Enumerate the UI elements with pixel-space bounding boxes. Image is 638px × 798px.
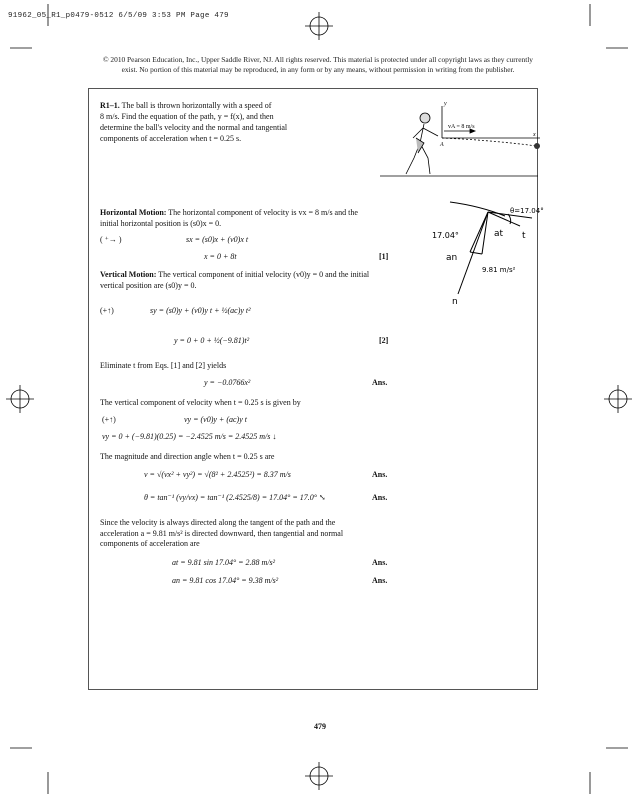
thrower-figure <box>380 98 540 180</box>
magnitude-text: The magnitude and direction angle when t = 0.25 s are <box>100 452 275 461</box>
page-number: 479 <box>314 722 326 731</box>
answer-label-5: Ans. <box>372 576 388 585</box>
since-line-3: components of acceleration are <box>100 539 200 548</box>
sketch-t: t <box>522 231 526 241</box>
sketch-n: n <box>452 297 458 307</box>
problem-text-3: determine the ball's velocity and the normal and tangential <box>100 123 288 132</box>
equation-tag-2: [2] <box>379 336 389 345</box>
velocity-label: vA = 8 m/s <box>448 124 475 130</box>
equation-an: an = 9.81 cos 17.04° = 9.38 m/s² <box>172 576 279 585</box>
since-paragraph <box>100 518 390 550</box>
answer-label-2: Ans. <box>372 470 388 479</box>
problem-text-4: components of acceleration when t = 0.25 s. <box>100 134 242 143</box>
horizontal-motion-text: The horizontal component of velocity is vx = 8 m/s and the <box>168 208 358 217</box>
answer-label-1: Ans. <box>372 378 388 387</box>
problem-text-2: 8 m/s. Find the equation of the path, y = f(x), and then <box>100 112 274 121</box>
problem-text-1: The ball is thrown horizontally with a speed of <box>121 101 272 110</box>
sketch-angle-left: 17.04° <box>432 231 459 240</box>
point-a-label: A <box>440 142 444 148</box>
equation-sy: sy = (s0)y + (v0)y t + ½(ac)y t² <box>150 306 251 315</box>
eliminate-text: Eliminate t from Eqs. [1] and [2] yields <box>100 361 227 370</box>
horizontal-motion-line <box>100 208 358 218</box>
sketch-at: at <box>494 229 504 239</box>
sketch-g: 9.81 m/s² <box>482 266 516 274</box>
equation-theta: θ = tan⁻¹ (vy/vx) = tan⁻¹ (2.4525/8) = 17.04° = 17.0° ⤡ <box>144 493 326 502</box>
copyright-notice <box>88 55 548 75</box>
equation-speed: v = √(vx² + vy²) = √(8² + 2.4525²) = 8.37 m/s <box>144 470 291 479</box>
equation-tag-1: [1] <box>379 252 389 261</box>
copyright-line-1: © 2010 Pearson Education, Inc., Upper Saddle River, NJ. All rights reserved. This material is protected under all copyright laws as they currently <box>102 55 534 64</box>
acceleration-sketch <box>410 196 544 308</box>
sign-convention-up: (+↑) <box>100 306 114 315</box>
problem-number: R1–1. <box>100 101 120 110</box>
since-line-1: Since the velocity is always directed along the tangent of the path and the <box>100 518 336 527</box>
horizontal-motion-text-2: initial horizontal position is (s0)x = 0. <box>100 219 222 228</box>
sign-convention-right: ( ⁺→ ) <box>100 235 122 244</box>
equation-vy-numeric: vy = 0 + (−9.81)(0.25) = −2.4525 m/s = 2.4525 m/s ↓ <box>102 432 277 441</box>
answer-label-4: Ans. <box>372 558 388 567</box>
vertical-motion-text: The vertical component of initial velocity (v0)y = 0 and the initial <box>158 270 370 279</box>
axis-y-label: y <box>444 101 447 107</box>
sign-convention-up-2: (+↑) <box>102 415 116 424</box>
vertical-motion-line <box>100 270 369 280</box>
sketch-an: an <box>446 253 458 263</box>
vertical-motion-heading: Vertical Motion: <box>100 270 157 279</box>
problem-statement <box>100 101 271 111</box>
equation-y: y = 0 + 0 + ½(−9.81)t² <box>174 336 250 345</box>
copyright-line-2: exist. No portion of this material may be reproduced, in any form or by any means, without permission in writing from the publisher. <box>121 65 515 74</box>
equation-at: at = 9.81 sin 17.04° = 2.88 m/s² <box>172 558 276 567</box>
equation-path: y = −0.0766x² <box>204 378 251 387</box>
equation-sx: sx = (s0)x + (v0)x t <box>186 235 249 244</box>
answer-label-3: Ans. <box>372 493 388 502</box>
equation-x: x = 0 + 8t <box>204 252 237 261</box>
sketch-angle: θ=17.04° <box>510 207 544 215</box>
horizontal-motion-heading: Horizontal Motion: <box>100 208 167 217</box>
vertical-motion-text-2: vertical position are (s0)y = 0. <box>100 281 197 290</box>
vertical-component-text: The vertical component of velocity when t = 0.25 s is given by <box>100 398 301 407</box>
since-line-2: acceleration a = 9.81 m/s² is directed downward, then tangential and normal <box>100 528 344 538</box>
axis-x-label: x <box>533 132 536 138</box>
equation-vy: vy = (v0)y + (ac)y t <box>184 415 247 424</box>
page-slug: 91962_05_R1_p0479-0512 6/5/09 3:53 PM Page 479 <box>8 12 229 20</box>
